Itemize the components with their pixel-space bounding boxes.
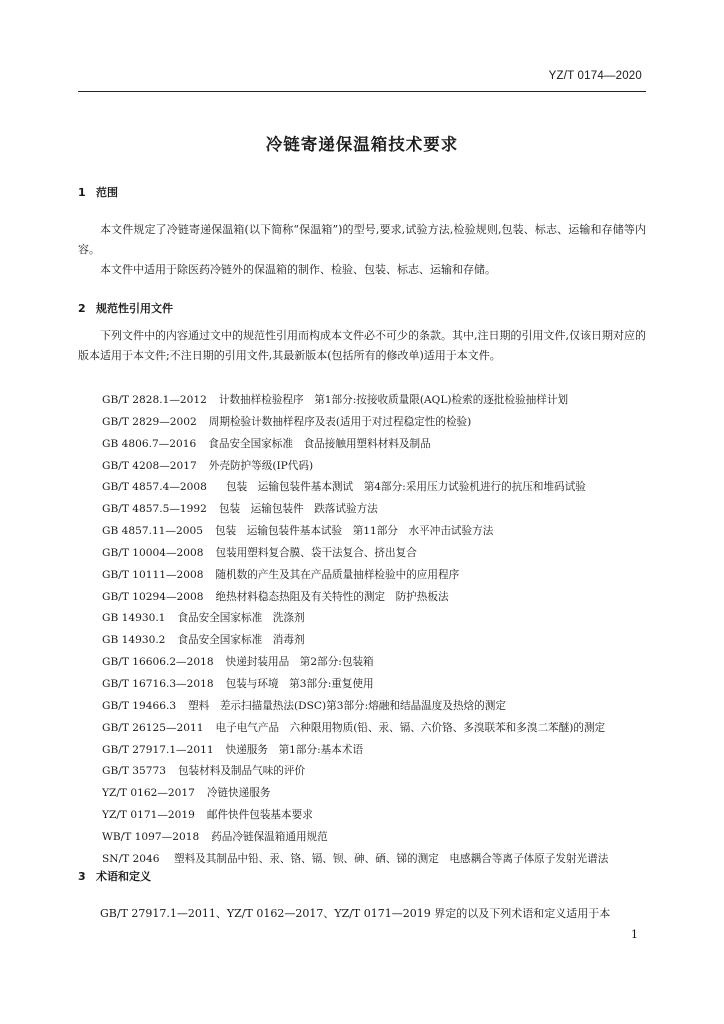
reference-code: GB/T 10294—2008 [102, 590, 204, 603]
standard-code: YZ/T 0174—2020 [548, 70, 642, 82]
reference-title: 包装 运输包装件基本试验 第11部分 水平冲击试验方法 [214, 525, 494, 538]
reference-title: 绝热材料稳态热阻及有关特性的测定 防护热板法 [215, 590, 449, 603]
scope-paragraph-2: 本文件中适用于除医药冷链外的保温箱的制作、检验、包装、标志、运输和存储。 [100, 263, 496, 276]
references-intro: 下列文件中的内容通过文中的规范性引用而构成本文件必不可少的条款。其中,注日期的引用文件,仅该日期对应的版本适用于本文件;不注日期的引用文件,其最新版本(包括所有的修改单)适用于本文件。 [78, 329, 646, 362]
reference-code: YZ/T 0162—2017 [102, 787, 195, 800]
reference-code: SN/T 2046 [102, 852, 160, 865]
reference-title: 电子电气产品 六种限用物质(铅、汞、镉、六价铬、多溴联苯和多溴二苯醚)的测定 [215, 721, 606, 734]
reference-item [102, 608, 648, 630]
reference-code: GB 14930.2 [102, 634, 166, 647]
reference-code: GB/T 26125—2011 [102, 721, 204, 734]
reference-item [102, 674, 648, 696]
reference-code: GB/T 10004—2008 [102, 546, 204, 559]
section-1-heading [78, 184, 118, 200]
reference-title: 包装用塑料复合膜、袋干法复合、挤出复合 [215, 546, 417, 559]
header-rule [78, 91, 646, 92]
reference-title: 食品安全国家标准 消毒剂 [177, 634, 305, 647]
reference-code: GB 14930.1 [102, 612, 166, 625]
reference-item [102, 521, 648, 543]
reference-title: 包装 运输包装件基本测试 第4部分:采用压力试验机进行的抗压和堆码试验 [226, 481, 586, 494]
reference-title: 冷链快递服务 [206, 787, 271, 800]
reference-title: 药品冷链保温箱通用规范 [211, 830, 328, 843]
section-2-heading [78, 300, 173, 316]
reference-item [102, 827, 648, 849]
reference-title: 塑料及其制品中铅、汞、铬、镉、钡、砷、硒、锑的测定 电感耦合等离子体原子发射光谱法 [174, 852, 609, 865]
reference-title: 外壳防护等级(IP代码) [208, 459, 314, 472]
reference-code: GB/T 10111—2008 [102, 568, 204, 581]
reference-item [102, 543, 648, 565]
reference-item [102, 805, 648, 827]
reference-title: 塑料 差示扫描量热法(DSC)第3部分:熔融和结晶温度及热焓的测定 [188, 699, 506, 712]
section-title: 范围 [96, 186, 118, 199]
section-number: 2 [78, 302, 86, 315]
section-number: 3 [78, 870, 86, 883]
terms-intro: GB/T 27917.1—2011、YZ/T 0162—2017、YZ/T 0171—2019 界定的以及下列术语和定义适用于本 [100, 907, 611, 920]
reference-item [102, 434, 648, 456]
reference-title: 计数抽样检验程序 第1部分:按接收质量限(AQL)检索的逐批检验抽样计划 [218, 394, 569, 406]
reference-title: 包装材料及制品气味的评价 [177, 765, 306, 778]
reference-item [102, 587, 648, 609]
reference-title: 快递封装用品 第2部分:包装箱 [225, 656, 374, 669]
reference-item [102, 849, 648, 871]
reference-code: GB 4806.7—2016 [102, 437, 197, 450]
reference-code: GB/T 2829—2002 [102, 415, 197, 428]
page-number: 1 [631, 928, 638, 941]
reference-item [102, 499, 648, 521]
reference-code: GB/T 4208—2017 [102, 459, 197, 472]
reference-item [102, 761, 648, 783]
section-title: 规范性引用文件 [96, 302, 173, 315]
reference-item [102, 565, 648, 587]
reference-code: GB/T 2828.1—2012 [102, 394, 207, 406]
reference-title: 包装与环境 第3部分:重复使用 [225, 677, 374, 690]
reference-item [102, 477, 648, 499]
reference-code: GB/T 19466.3 [102, 699, 177, 712]
reference-title: 食品安全国家标准 食品接触用塑料材料及制品 [208, 437, 431, 450]
reference-item [102, 630, 648, 652]
reference-code: GB/T 35773 [102, 765, 166, 778]
scope-paragraph-1: 本文件规定了冷链寄递保温箱(以下简称“保温箱”)的型号,要求,试验方法,检验规则,包装、标志、运输和存储等内容。 [78, 223, 646, 256]
reference-title: 食品安全国家标准 洗涤剂 [177, 612, 305, 625]
reference-title: 随机数的产生及其在产品质量抽样检验中的应用程序 [215, 568, 460, 581]
reference-item [102, 652, 648, 674]
reference-code: GB/T 27917.1—2011 [102, 743, 214, 756]
reference-code: WB/T 1097—2018 [102, 830, 200, 843]
reference-item [102, 783, 648, 805]
section-title: 术语和定义 [96, 870, 151, 883]
reference-title: 包装 运输包装件 跌落试验方法 [218, 503, 378, 516]
reference-item [102, 390, 648, 412]
reference-code: GB/T 16606.2—2018 [102, 656, 214, 669]
reference-code: GB/T 4857.5—1992 [102, 503, 207, 516]
reference-code: GB 4857.11—2005 [102, 525, 203, 538]
reference-code: YZ/T 0171—2019 [102, 809, 195, 822]
reference-code: GB/T 4857.4—2008 [102, 481, 207, 494]
section-number: 1 [78, 186, 86, 199]
reference-item [102, 718, 648, 740]
document-title: 冷链寄递保温箱技术要求 [265, 135, 459, 154]
section-3-heading [78, 868, 151, 884]
reference-item [102, 740, 648, 762]
reference-title: 邮件快件包装基本要求 [206, 809, 313, 822]
reference-title: 快递服务 第1部分:基本术语 [225, 743, 364, 756]
normative-references-list [102, 390, 648, 871]
reference-code: GB/T 16716.3—2018 [102, 677, 214, 690]
reference-item [102, 696, 648, 718]
reference-title: 周期检验计数抽样程序及表(适用于对过程稳定性的检验) [208, 415, 472, 428]
reference-item [102, 456, 648, 478]
reference-item [102, 412, 648, 434]
